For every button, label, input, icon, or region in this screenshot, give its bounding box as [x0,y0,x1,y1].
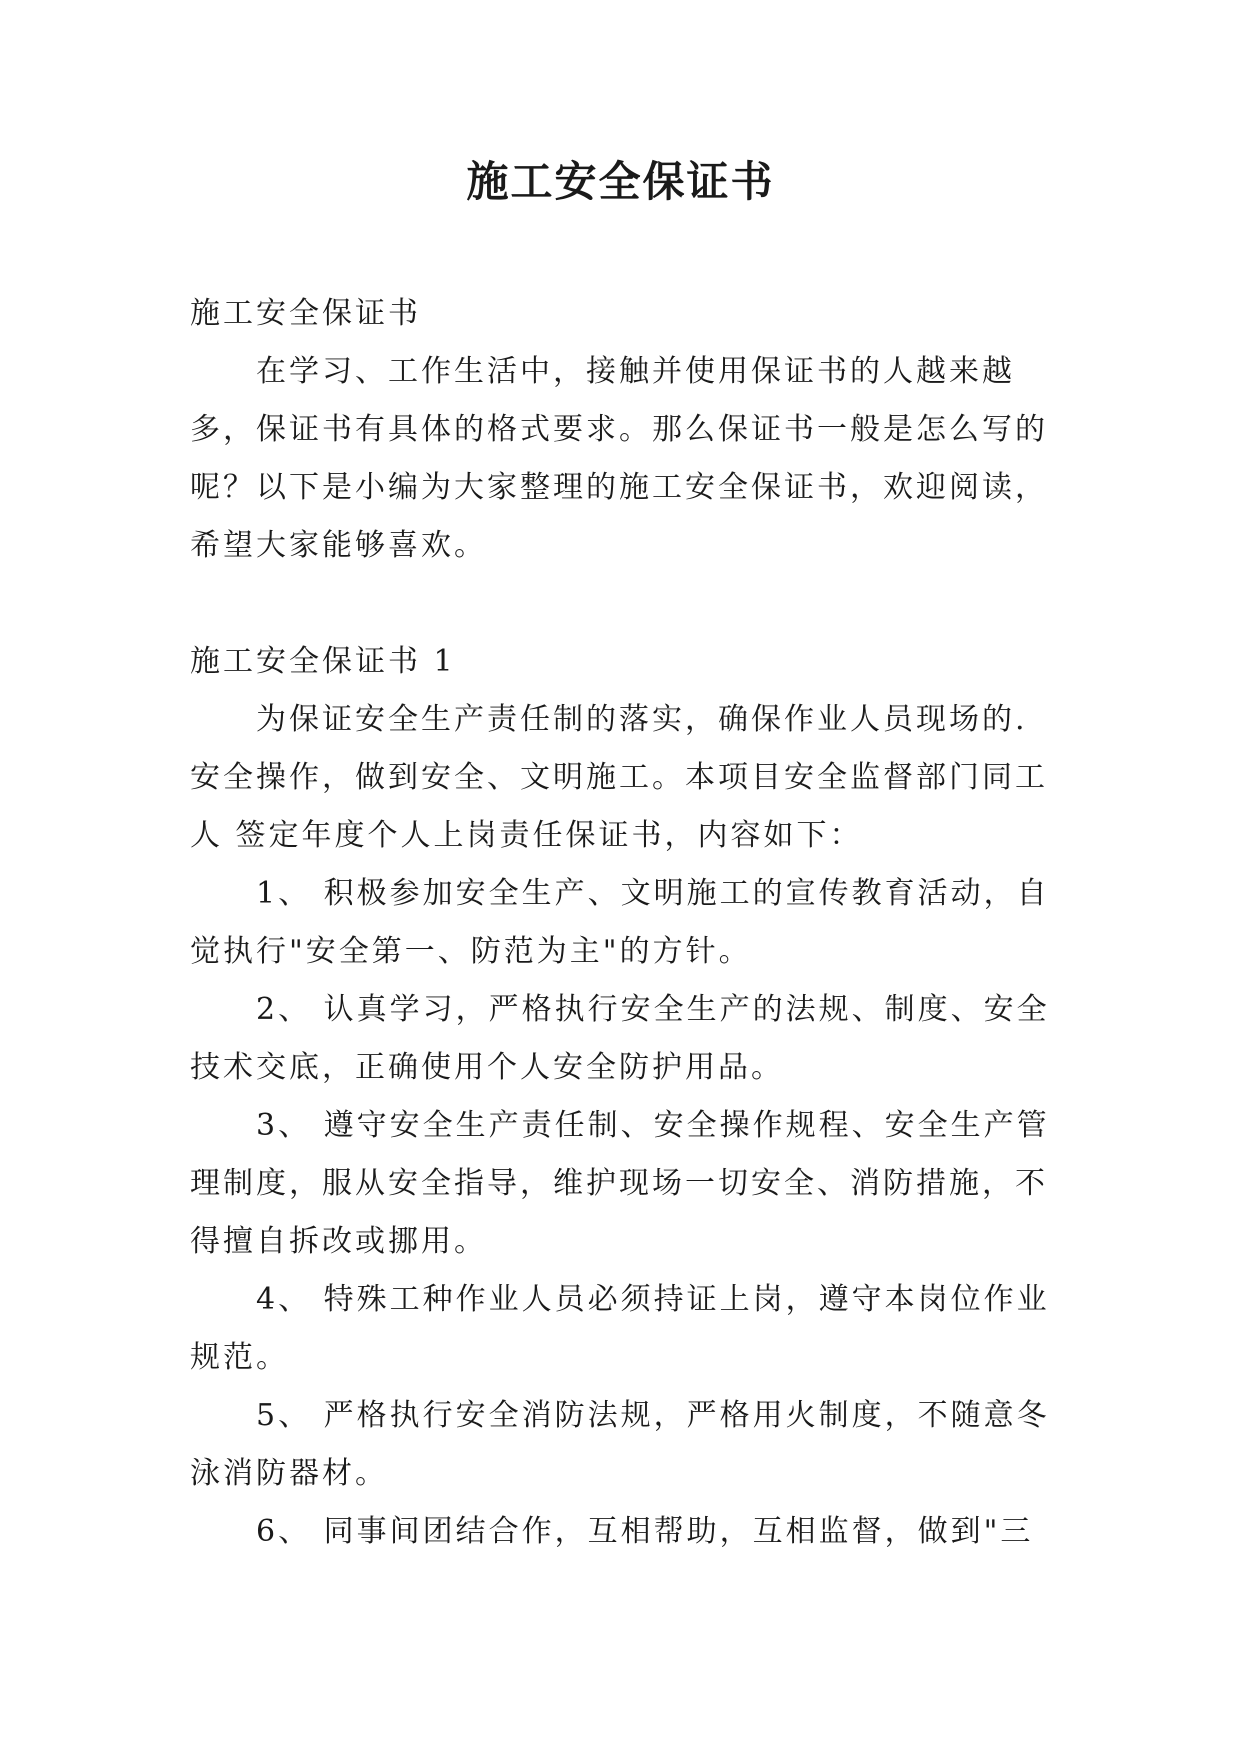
list-item: 1、 积极参加安全生产、文明施工的宣传教育活动，自觉执行"安全第一、防范为主"的方针。 [190,876,1050,969]
section-heading: 施工安全保证书 1 [190,644,456,679]
document-body [190,285,1060,1561]
list-item: 2、 认真学习，严格执行安全生产的法规、制度、安全技术交底，正确使用个人安全防护用品。 [190,992,1050,1085]
list-item: 5、 严格执行安全消防法规，严格用火制度，不随意冬泳消防器材。 [190,1398,1050,1491]
section-paragraph: 为保证安全生产责任制的落实，确保作业人员现场的. 安全操作，做到安全、文明施工。本项目安全监督部门同工人 签定年度个人上岗责任保证书，内容如下： [190,702,1048,853]
intro-heading: 施工安全保证书 [190,296,421,331]
list-item: 3、 遵守安全生产责任制、安全操作规程、安全生产管理制度，服从安全指导，维护现场一切安全、消防措施，不得擅自拆改或挪用。 [190,1108,1050,1259]
document-title: 施工安全保证书 [466,157,775,206]
intro-paragraph: 在学习、工作生活中，接触并使用保证书的人越来越多，保证书有具体的格式要求。那么保证书一般是怎么写的呢？以下是小编为大家整理的施工安全保证书，欢迎阅读，希望大家能够喜欢。 [190,354,1048,563]
list-item: 4、 特殊工种作业人员必须持证上岗，遵守本岗位作业规范。 [190,1282,1050,1375]
list-item: 6、 同事间团结合作，互相帮助，互相监督，做到"三 [256,1514,1034,1549]
